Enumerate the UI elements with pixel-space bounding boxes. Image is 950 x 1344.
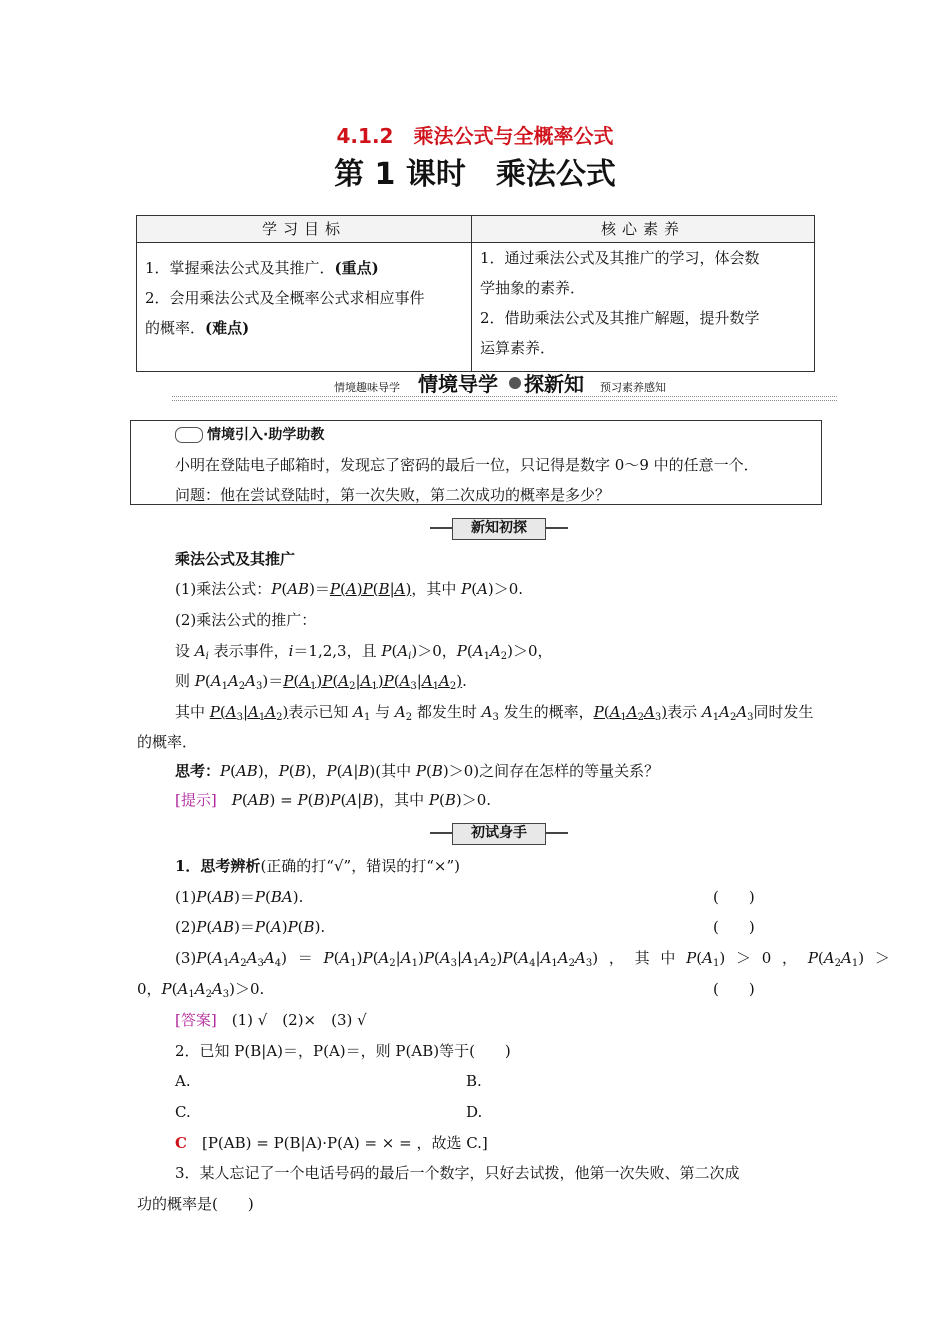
scene-icon: [175, 427, 203, 443]
hint-line: [提示] P(AB) = P(B)P(A|B)，其中 P(B)＞0.: [175, 791, 492, 809]
meaning-d: 都发生时: [412, 703, 482, 721]
literacy-line-2: 学抽象的素养．: [480, 279, 586, 297]
general-formula: 则 $P(A_1A_2A_3)=P(A_1)P(A_2|A_1)P(A_3|A_1A_2)$.: [175, 672, 467, 692]
think-label: 思考：: [175, 762, 221, 780]
scene-box: [130, 420, 822, 505]
goals-header: 学习目标: [137, 216, 472, 243]
formula-prefix: (1)乘法公式：: [175, 580, 272, 598]
meaning-b: 表示已知: [288, 703, 354, 721]
goals-table: [136, 215, 815, 372]
section-banner: [172, 372, 837, 398]
meaning-e: 发生的概率，: [498, 703, 594, 721]
q1-item-1: (1)P(AB)＝P(BA).: [175, 888, 304, 906]
tag-line-right: [546, 527, 568, 529]
q3-line-2: 功的概率是( ): [137, 1195, 254, 1213]
practice-tag: [430, 823, 568, 843]
q2-option-d: D.: [466, 1103, 483, 1121]
goal-2b: 的概率．: [145, 319, 206, 337]
assume-line: 设 $A_i$ 表示事件，i＝1,2,3，且 $P(A_i)>0$，$P(A_1A_2)>0$，: [175, 642, 553, 662]
knowledge-title: 乘法公式及其推广: [175, 550, 296, 568]
scene-line-2: 问题：他在尝试登陆时，第一次失败，第二次成功的概率是多少？: [175, 486, 611, 504]
think-line: 思考：P(AB)，P(B)，P(A|B)(其中 P(B)＞0)之间存在怎样的等量关系？: [175, 762, 660, 780]
tag-line-right: [546, 832, 568, 834]
practice-label: 初试身手: [452, 823, 546, 845]
goal-2-key: (难点): [205, 319, 250, 337]
q2-option-a: A.: [175, 1072, 191, 1090]
answer-text: (1) √ (2)× (3) √: [231, 1011, 367, 1029]
arrow-circle-icon: [509, 377, 521, 389]
hint-label: [提示]: [175, 791, 217, 809]
q1-item-3: $(3)P(A_1A_2A_3A_4) = P(A_1)P(A_2|A_1)P(A_3|A_1A_2)P(A_4|A_1A_2A_3)$ ， 其 中 $P(A_1) > 0$ ， $P(A_2A_1)$ ＞: [175, 949, 890, 969]
q1-item-2: (2)P(AB)＝P(A)P(B).: [175, 918, 326, 936]
scene-title: 情境引入·助学助教: [207, 427, 325, 443]
literacy-header: 核心素养: [472, 216, 815, 243]
tag-line-left: [430, 527, 452, 529]
q1-paren-2: ( ): [713, 918, 755, 936]
banner-small-right: 预习素养感知: [600, 381, 666, 394]
formula-line: (1)乘法公式：P(AB)＝P(A)P(B|A)，其中 P(A)＞0.: [175, 580, 524, 598]
answer-label: [答案]: [175, 1011, 217, 1029]
meaning-f: 表示: [667, 703, 702, 721]
tag-line-left: [430, 832, 452, 834]
q1-label: 1．思考辨析: [175, 857, 261, 875]
q1-title: [175, 856, 460, 876]
banner-big-2: 探新知: [524, 372, 584, 396]
goal-1: 1．掌握乘法公式及其推广．: [145, 259, 335, 277]
meaning-line-2: 的概率．: [137, 733, 198, 751]
q1-instructions: (正确的打“√”，错误的打“×”): [260, 857, 460, 875]
q2-option-b: B.: [466, 1072, 482, 1090]
q1-paren-1: ( ): [713, 888, 755, 906]
q2-stem: 2．已知 P(B|A)＝，P(A)＝，则 P(AB)等于( ): [175, 1042, 511, 1060]
banner-big: 情境导学: [418, 372, 498, 396]
meaning-a: 其中: [175, 703, 210, 721]
scene-line-1: 小明在登陆电子邮箱时，发现忘了密码的最后一位，只记得是数字 0～9 中的任意一个．: [175, 456, 759, 474]
banner-small-left: 情境趣味导学: [334, 381, 400, 394]
literacy-line-3: 2．借助乘法公式及其推广解题，提升数学: [480, 309, 760, 327]
literacy-cell: [472, 243, 815, 372]
meaning-c: 与: [370, 703, 395, 721]
meaning-line: 其中 $P(A_3|A_1A_2)$表示已知 $A_1$ 与 $A_2$ 都发生时 $A_3$ 发生的概率，$P(A_1A_2A_3)$表示 $A_1A_2A_3$同时发生: [175, 703, 814, 723]
new-knowledge-tag: [430, 518, 568, 538]
assume-prefix: 设: [175, 642, 195, 660]
q1-item-3-cont: 0，$P(A_1A_2A_3)>0$.: [137, 980, 265, 1000]
section-title: 4.1.2 乘法公式与全概率公式: [336, 124, 614, 148]
q3-line-1: 3．某人忘记了一个电话号码的最后一个数字，只好去试拨，他第一次失败、第二次成: [175, 1164, 740, 1182]
q2-answer-letter: C: [175, 1134, 187, 1152]
goal-2: 2．会用乘法公式及全概率公式求相应事件: [145, 289, 425, 307]
q1-answer: [175, 1010, 367, 1030]
lesson-title: 第 1 课时 乘法公式: [334, 157, 616, 192]
goal-1-key: (重点): [334, 259, 379, 277]
goals-cell: [137, 243, 472, 372]
q2-option-c: C.: [175, 1103, 191, 1121]
q1-paren-3: ( ): [713, 980, 755, 998]
meaning-g: 同时发生: [753, 703, 814, 721]
q2-answer-text: [P(AB) = P(B|A)·P(A) = × = ，故选 C.]: [201, 1134, 488, 1152]
new-knowledge-label: 新知初探: [452, 518, 546, 540]
banner-divider: [172, 396, 837, 401]
q2-answer: [175, 1133, 488, 1153]
generalization-label: (2)乘法公式的推广：: [175, 611, 317, 629]
literacy-line-4: 运算素养．: [480, 339, 556, 357]
then-prefix: 则: [175, 672, 195, 690]
literacy-line-1: 1．通过乘法公式及其推广的学习，体会数: [480, 249, 760, 267]
